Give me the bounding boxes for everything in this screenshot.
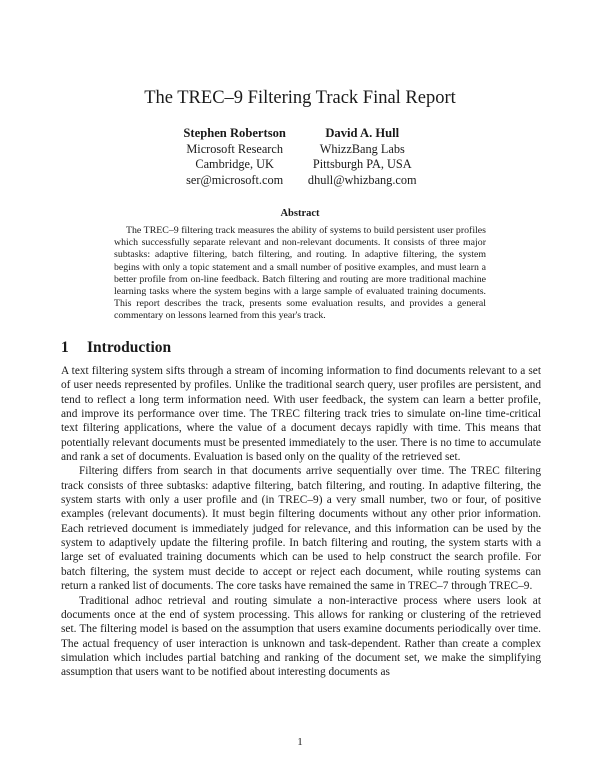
- author-email: dhull@whizbang.com: [307, 172, 417, 187]
- section-title: Introduction: [87, 339, 172, 356]
- section-heading: [61, 339, 171, 357]
- author-name: David A. Hull: [325, 126, 400, 140]
- body-paragraph: Filtering differs from search in that documents arrive sequentially over time. The TREC filtering track consists of three subtasks: adaptive filtering, batch filtering, and routing. In adaptive filtering, the system starts with only a user profile and (in TREC–9) a very small number, two or four, of positive examples (relevant documents). It must begin filtering documents without any other prior information. Each retrieved document is immediately judged for relevance, and this information can be used by the system to adaptively update the filtering profile. In batch filtering and routing, the system starts with a large set of evaluated training documents which can be used to help construct the search profile. For batch filtering, the system must decide to accept or reject each document, while routing systems can return a ranked list of documents. The core tasks have remained the same in TREC–7 through TREC–9.: [61, 465, 541, 593]
- body-paragraph: A text filtering system sifts through a stream of incoming information to find documents relevant to a set of user needs represented by profiles. Unlike the traditional search query, user profiles are persistent, and tend to reflect a long term information need. With user feedback, the system can learn a better profile, and improve its performance over time. The TREC filtering track tries to simulate on-line time-critical text filtering applications, where the value of a document decays rapidly with time. This means that potentially relevant documents must be presented immediately to the user. There is no time to accumulate and rank a set of documents. Evaluation is based only on the quality of the retrieved set.: [61, 365, 541, 464]
- author-block: [0, 126, 600, 188]
- abstract-text: The TREC–9 filtering track measures the ability of systems to build persistent user profiles which successfully separate relevant and non-relevant documents. It consists of three major subtasks: adaptive filtering, batch filtering, and routing. In adaptive filtering, the system begins with only a topic statement and a small number of positive examples, and must learn a better profile from on-line feedback. Batch filtering and routing are more traditional machine learning tasks where the system begins with a large sample of evaluated training documents. This report describes the track, presents some evaluation results, and provides a general commentary on lessons learned from this year's track.: [114, 225, 486, 322]
- author-email: ser@microsoft.com: [186, 172, 284, 187]
- body-paragraph: Traditional adhoc retrieval and routing simulate a non-interactive process where users look at documents once at the end of system processing. This allows for ranking or clustering of the retrieved set. The filtering model is based on the assumption that users examine documents periodically over time. The actual frequency of user interaction is unknown and task-dependent. Rather than create a complex simulation which includes partial batching and ranking of the document set, we make the simplifying assumption that users want to be notified about interesting documents as: [61, 594, 541, 679]
- author-affiliation: Microsoft Research: [186, 141, 283, 156]
- author-name: Stephen Robertson: [183, 126, 286, 140]
- author-affiliation: WhizzBang Labs: [319, 141, 405, 156]
- paper-title: The TREC–9 Filtering Track Final Report: [144, 88, 456, 108]
- page-number: 1: [297, 736, 303, 748]
- author-location: Cambridge, UK: [195, 157, 274, 172]
- abstract-heading: Abstract: [280, 208, 320, 219]
- section-number: 1: [61, 339, 69, 356]
- author-2: [308, 126, 417, 188]
- author-location: Pittsburgh PA, USA: [312, 157, 412, 172]
- author-1: [183, 126, 286, 188]
- section-body: [61, 364, 541, 680]
